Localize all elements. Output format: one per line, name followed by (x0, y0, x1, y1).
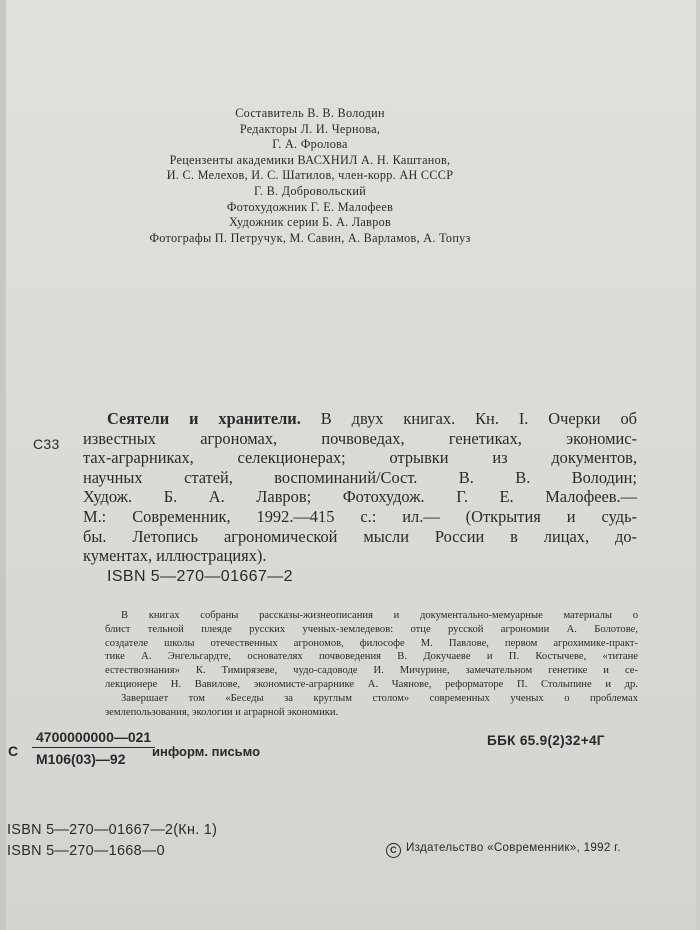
biblio-line-4: научных статей, воспоминаний/Сост. В. В. Володин; (83, 467, 637, 487)
annotation-line: естествознания» К. Тимирязеве, чудо-садоводе И. Мичурине, замечательном генетике и се- (105, 665, 638, 677)
publisher-text: Издательство «Современник», 1992 г. (406, 841, 621, 854)
isbn-volume-1: ISBN 5—270—01667—2(Кн. 1) (7, 822, 218, 838)
biblio-line-7: бы. Летопись агрономической мысли России в лицах, до- (83, 526, 637, 546)
biblio-line-6: М.: Современник, 1992.—415 с.: ил.— (Открытия и судь- (83, 506, 637, 526)
annotation-line: блист тельной плеяде русских ученых-земледевов: отце русской агрономии А. Болотове, (105, 623, 638, 635)
copyright-icon: С (386, 843, 401, 858)
classification-fraction (32, 729, 155, 767)
isbn-main: ISBN 5—270—01667—2 (107, 568, 293, 585)
publisher-copyright (386, 841, 621, 858)
biblio-line-5: Худож. Б. А. Лавров; Фотохудож. Г. Е. Малофеев.— (83, 487, 637, 507)
credit-reviewer-3: Г. В. Добровольский (253, 183, 367, 198)
annotation-line: Завершает том «Беседы за круглым столом» современных ученых о проблемах (121, 692, 638, 704)
biblio-line-3: тах-аграрниках, селекционерах; отрывки из документов, (83, 448, 637, 468)
biblio-line-1: Сеятели и хранители. В двух книгах. Кн. I. Очерки об (107, 409, 637, 428)
credits-block (90, 106, 530, 246)
annotation-block (105, 609, 638, 719)
page-left-edge (0, 0, 6, 930)
classification-letter: С (8, 743, 19, 759)
credit-editor-2: Г. А. Фролова (272, 137, 348, 152)
credit-series-artist: Художник серии Б. А. Лавров (228, 215, 392, 230)
biblio-line-8: кументах, иллюстрациях). (83, 546, 267, 566)
page-right-edge (696, 0, 700, 930)
credit-reviewers-2: И. С. Мелехов, И. С. Шатилов, член-корр. АН СССР (166, 168, 454, 183)
credit-photo-artist: Фотохудожник Г. Е. Малофеев (226, 199, 394, 214)
inform-letter-note: информ. письмо (152, 744, 261, 759)
biblio-line-2: известных агрономах, почвоведах, генетиках, экономис- (83, 428, 637, 448)
book-title: Сеятели и хранители. (107, 409, 301, 428)
bbk-code: ББК 65.9(2)32+4Г (487, 733, 605, 748)
fraction-denominator: М106(03)—92 (36, 751, 126, 767)
annotation-line: тике А. Энгельгардте, основателях почвоведения В. Докучаеве и П. Костычеве, «титане (105, 651, 638, 663)
annotation-line: лекционере Н. Вавилове, экономисте-аграрнике А. Чаянове, реформаторе П. Столыпине и др. (105, 678, 638, 690)
credit-compiler: Составитель В. В. Володин (235, 106, 385, 120)
isbn-list (7, 820, 217, 862)
credit-editors: Редакторы Л. И. Чернова, (239, 121, 381, 136)
annotation-line: землепользования, экологии и аграрной экономики. (105, 706, 339, 718)
annotation-line: В книгах собраны рассказы-жизнеописания и документально-мемуарные материалы о (121, 610, 638, 621)
catalog-code: С33 (33, 436, 60, 452)
fraction-numerator: 4700000000—021 (32, 729, 155, 748)
annotation-line: создателе школы отечественных агрономов, философе М. Павлове, первом агрохимике-практ- (105, 637, 638, 649)
credit-photographers: Фотографы П. Петручук, М. Савин, А. Варламов, А. Топуз (149, 230, 471, 245)
credit-reviewers: Рецензенты академики ВАСХНИЛ А. Н. Каштанов, (169, 152, 451, 167)
isbn-set: ISBN 5—270—1668—0 (7, 843, 165, 859)
bibliographic-description (83, 409, 637, 566)
